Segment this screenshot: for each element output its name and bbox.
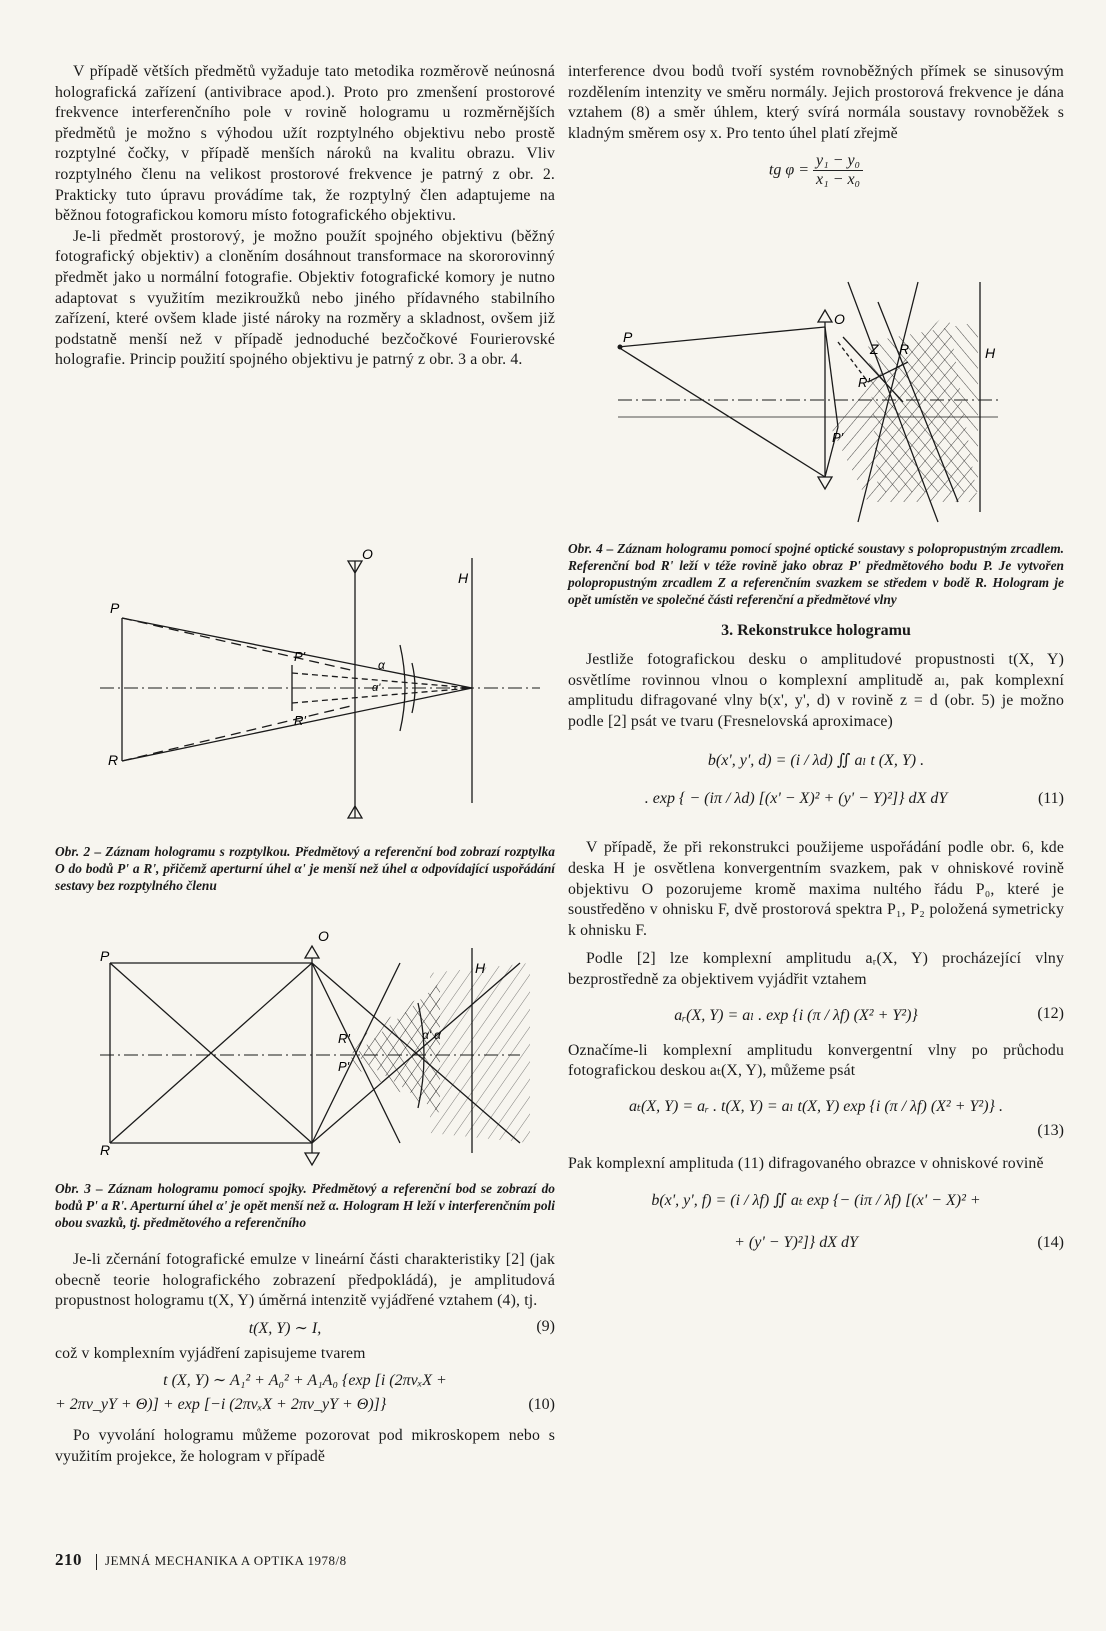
label-P: P <box>623 329 633 345</box>
label-R-prime: R' <box>338 1031 350 1046</box>
section-heading: 3. Rekonstrukce hologramu <box>721 622 911 639</box>
label-R: R <box>100 1142 111 1158</box>
equation-10-line1: t (X, Y) ∼ A₁² + A₀² + A₁A₀ {exp [i (2πνₓX + <box>163 1372 447 1390</box>
label-H: H <box>985 345 996 361</box>
label-R-prime: R' <box>294 713 306 728</box>
label-R-prime: R' <box>858 375 870 390</box>
journal-name: JEMNÁ MECHANIKA A OPTIKA 1978/8 <box>105 1553 347 1568</box>
equation-13: aₜ(X, Y) = aᵣ . t(X, Y) = aₗ t(X, Y) exp {i (π / λf) (X² + Y²)} . <box>629 1097 1003 1115</box>
label-P-prime: P' <box>294 649 306 664</box>
label-P-prime: P' <box>338 1059 350 1074</box>
paragraph: Označíme-li komplexní amplitudu konvergentní vlny po průchodu fotografickou deskou aₜ(X, Y), můžeme psát <box>568 1041 1064 1080</box>
figure-3-caption: Obr. 3 – Záznam hologramu pomocí spojky. Předmětový a referenční bod se zobrazí do bodů P' a R'. Aperturní úhel α' je opět menší než α. Hologram H leží v interferenčním poli obou svazků, tj. předmětového a referenčního <box>55 1181 555 1230</box>
label-R: R <box>899 341 910 357</box>
figure-2 <box>100 546 540 833</box>
label-O: O <box>362 546 373 562</box>
label-alpha: α <box>434 1028 441 1042</box>
paragraph: Po vyvolání hologramu můžeme pozorovat pod mikroskopem nebo s využitím projekce, že hologram v případě <box>55 1427 555 1465</box>
equation-9: t(X, Y) ∼ I, (9) <box>248 1317 555 1337</box>
footer <box>55 1550 347 1570</box>
figure-4-caption: Obr. 4 – Záznam hologramu pomocí spojné optické soustavy s polopropustným zrcadlem. Referenční bod R' leží v téže rovině jako obraz P' předmětového bodu P. Je vytvořen polopropustným zrcadlem Z a referenčním svazkem se středem v bodě R. Hologram je opět umístěn ve společné části referenční a předmětové vlny <box>568 541 1064 607</box>
figure-2-caption: Obr. 2 – Záznam hologramu s rozptylkou. Předmětový a referenční bod zobrazí rozptylka O do bodů P' a R', přičemž aperturní úhel α' je menší než úhel α odpovídající uspořádání sestavy bez rozptylného členu <box>55 844 555 893</box>
right-column-main <box>568 540 1064 1264</box>
equation-14-line2: + (y' − Y)²]} dX dY (14) <box>734 1234 1064 1252</box>
paragraph: Jestliže fotografickou desku o amplitudové propustnosti t(X, Y) osvětlíme rovinnou vlnou o komplexní amplitudě aₗ, pak komplexní amplitudu difragované vlny b(x', y', d) v rovině z = d (obr. 5) je možno podle [2] psát ve tvaru (Fresnelovská aproximace) <box>568 651 1064 730</box>
label-R: R <box>108 752 119 768</box>
label-P: P <box>110 600 120 616</box>
paragraph: což v komplexním vyjádření zapisujeme tvarem <box>55 1344 366 1362</box>
label-O: O <box>834 311 845 327</box>
paragraph: V případě větších předmětů vyžaduje tato metodika rozměrově neúnosná holografická zařízení (antivibrace apod.). Proto pro zmenšení prostorové frekvence interferenčního pole v rovině hologramu u rozměrnějších předmětů je možno s výhodou užít rozptylného objektivu nebo prostě rozptylné čočky, v případě menších nároků na kvalitu obrazu. Vliv rozptylného členu na velikost prostorové frekvence je patrný z obr. 2. Prakticky tuto úpravu provádíme tak, že rozptylný člen adaptujeme na běžnou fotografickou komoru místo fotografického objektivu. <box>55 63 555 225</box>
paragraph: V případě, že při rekonstrukci použijeme uspořádání podle obr. 6, kde deska H je osvětlena konvergentním svazkem, pak v ohniskové rovině objektivu O pozorujeme kromě maxima nultého řádu P₀, které je soustředěno v ohnisku F, dvě prostorová spektra P₁, P₂ položená symetricky k ohnisku F. <box>568 839 1064 939</box>
equation-11-line1: b(x', y', d) = (i / λd) ∬ aₗ t (X, Y) . <box>707 752 925 770</box>
caption-3-block <box>55 1180 555 1231</box>
label-H: H <box>458 570 469 586</box>
paragraph: Pak komplexní amplituda (11) difragovaného obrazce v ohniskové rovině <box>568 1154 1044 1172</box>
paragraph: Je-li zčernání fotografické emulze v lineární části charakteristiky [2] (jak obecně teorie holografického zobrazení předpokládá), je amplitudová propustnost hologramu t(X, Y) úměrná intenzitě vyjádřené vztahem (4), tj. <box>55 1251 555 1310</box>
label-alpha-prime: α' <box>422 1028 432 1042</box>
caption-2-block <box>55 843 555 894</box>
page-number: 210 <box>55 1550 82 1569</box>
equation-tg: tg φ = $\frac{\text{y₁ − y₀}}{\text{x₁ − x₀}}$ <box>568 152 1064 189</box>
paragraph: Je-li předmět prostorový, je možno použít spojného objektivu (běžný fotografický objektiv) a cloněním dosáhnout transformace na skororovinný předmět jako u normální fotografie. Objektiv fotografické komory je nutno adaptovat s využitím mezikroužků nebo jiného přídavného stabilního zařízení, které ovšem klade jisté nároky na rozměry a skladnost, ovšem již podstatně menší než v případě jednoduché bezčočkové Fourierovské holografie. Princip použití spojného objektivu je patrný z obr. 3 a obr. 4. <box>55 227 555 369</box>
label-H: H <box>475 960 486 976</box>
label-alpha: α <box>378 658 385 672</box>
label-O: O <box>318 928 329 944</box>
left-bottom-block <box>55 1250 555 1468</box>
label-alpha-prime: α' <box>372 682 381 694</box>
footer-divider <box>96 1554 97 1570</box>
label-P: P <box>100 948 110 964</box>
equation-12: aᵣ(X, Y) = aₗ . exp {i (π / λf) (X² + Y²)} (12) <box>674 1004 1064 1024</box>
label-Z: Z <box>870 341 879 357</box>
paragraph: interference dvou bodů tvoří systém rovnoběžných přímek se sinusovým rozdělením intenzity ve směru normály. Jejich prostorová frekvence je dána vztahem (8) a směr úhlem, který svírá normála soustavy rovnoběžek s kladným směrem osy x. Pro tento úhel platí zřejmě <box>568 63 1064 142</box>
equation-13-number: (13) <box>1037 1121 1064 1139</box>
equation-14-line1: b(x', y', f) = (i / λf) ∬ aₜ exp {− (iπ / λf) [(x' − X)² + <box>651 1192 981 1210</box>
equation-10-line2: + 2πν_yY + Θ)] + exp [−i (2πνₓX + 2πν_yY + Θ)]} (10) <box>55 1396 555 1414</box>
label-P-prime: P' <box>832 430 844 445</box>
figure-4 <box>618 282 1038 532</box>
equation-11-line2: . exp { − (iπ / λd) [(x' − X)² + (y' − Y)²]} dX dY (11) <box>644 790 1064 808</box>
figure-3 <box>100 928 540 1173</box>
left-column <box>55 62 555 371</box>
right-column-top <box>568 62 1064 189</box>
paragraph: Podle [2] lze komplexní amplitudu aᵣ(X, Y) procházející vlny bezprostředně za objektivem vyjádřit vztahem <box>568 950 1064 988</box>
